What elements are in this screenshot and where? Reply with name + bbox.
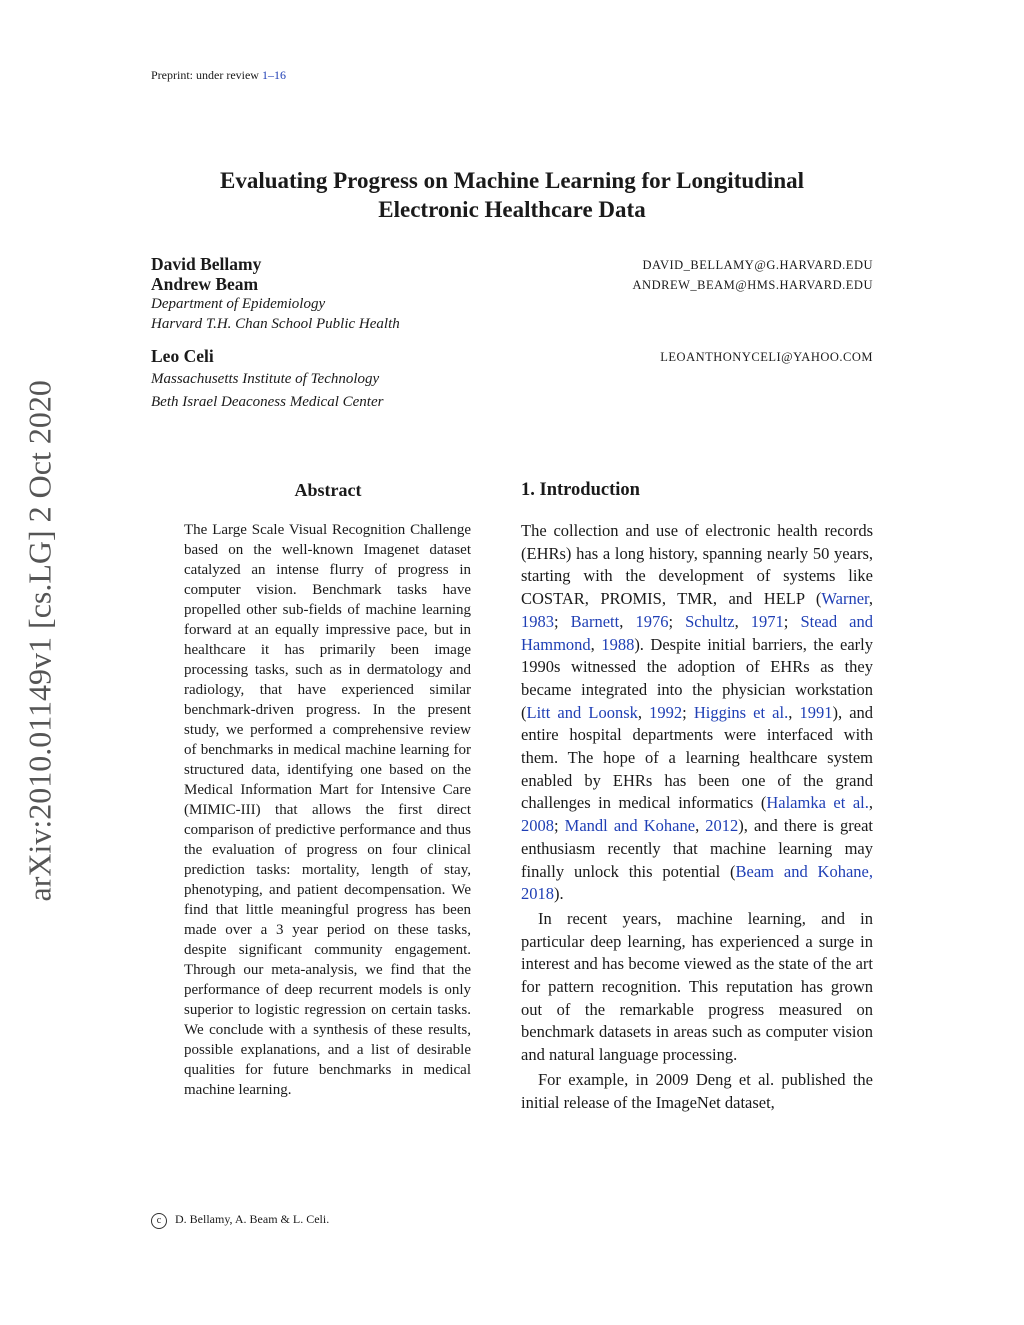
copyright-footer bbox=[151, 1212, 329, 1229]
intro-paragraph-3: For example, in 2009 Deng et al. published the initial release of the ImageNet dataset, bbox=[521, 1069, 873, 1112]
citation-link[interactable]: 1976 bbox=[635, 611, 669, 631]
citation-link[interactable]: 1983 bbox=[521, 611, 554, 631]
intro-paragraph-2: In recent years, machine learning, and in particular deep learning, has experienced a surge in interest and has become viewed as the state of the art for pattern recognition. This reputation has grown out of the remarkable progress measured on benchmark datasets in areas such as computer vision and natural language processing. bbox=[521, 908, 873, 1065]
citation-link[interactable]: 1992 bbox=[649, 702, 683, 722]
citation-link[interactable]: Mandl and Kohane bbox=[564, 816, 696, 836]
citation-link[interactable]: Stead and Hammond bbox=[521, 611, 874, 654]
affiliation-3: Massachusetts Institute of Technology bbox=[151, 371, 380, 387]
citation-link[interactable]: Halamka et al. bbox=[766, 793, 869, 813]
affiliation-1: Department of Epidemiology bbox=[151, 296, 326, 312]
header-text: Preprint: under review bbox=[151, 68, 259, 82]
citation-link[interactable]: Warner bbox=[821, 589, 869, 609]
header-pages-link[interactable]: 1–16 bbox=[261, 68, 286, 82]
introduction-heading: 1. Introduction bbox=[521, 480, 640, 500]
title-line-2: Electronic Healthcare Data bbox=[378, 197, 646, 222]
copyright-icon: c bbox=[151, 1213, 167, 1229]
citation-link[interactable]: Litt and Loonsk bbox=[526, 702, 638, 722]
arxiv-side-label: arXiv:2010.01149v1 [cs.LG] 2 Oct 2020 bbox=[21, 380, 58, 902]
citation-link[interactable]: 2008 bbox=[521, 816, 554, 836]
intro-paragraph-1: The collection and use of electronic health records (EHRs) has a long history, spanning nearly 50 years, starting with the development of systems like COSTAR, PROMIS, TMR, and HELP (Warner, 1983; Barnett, 1976; Schultz, 1971; Stead and Hammond, 1988). Despite initial barriers, the early 1990s witnessed the adoption of EHRs as they became integrated into the physician workstation (Litt and Loonsk, 1992; Higgins et al., 1991), and entire hospital departments were interfaced with them. The hope of a learning healthcare system enabled by EHRs has been one of the grand challenges in medical informatics (Halamka et al., 2008; Mandl and Kohane, 2012), and there is great enthusiasm recently that machine learning may finally unlock this potential (Beam and Kohane, 2018). bbox=[521, 521, 874, 904]
author-email-3: LEOANTHONYCELI@YAHOO.COM bbox=[660, 350, 873, 364]
citation-link[interactable]: Beam and Kohane, 2018 bbox=[521, 861, 873, 904]
author-name-3: Leo Celi bbox=[151, 346, 214, 366]
footer-text: D. Bellamy, A. Beam & L. Celi. bbox=[175, 1212, 330, 1226]
citation-link[interactable]: 1971 bbox=[750, 611, 784, 631]
citation-link[interactable]: Schultz bbox=[685, 611, 735, 631]
paper-title bbox=[140, 166, 884, 224]
citation-link[interactable]: 1988 bbox=[601, 634, 635, 654]
abstract-heading: Abstract bbox=[294, 480, 362, 500]
author-email-2: ANDREW_BEAM@HMS.HARVARD.EDU bbox=[632, 278, 873, 292]
affiliation-2: Harvard T.H. Chan School Public Health bbox=[151, 316, 400, 332]
introduction-body bbox=[521, 520, 873, 1114]
author-email-1: DAVID_BELLAMY@G.HARVARD.EDU bbox=[642, 258, 873, 272]
citation-link[interactable]: 2012 bbox=[705, 816, 739, 836]
running-header bbox=[151, 68, 286, 83]
author-name-1: David Bellamy bbox=[151, 254, 262, 274]
citation-link[interactable]: 1991 bbox=[799, 702, 833, 722]
citation-link[interactable]: Barnett bbox=[570, 611, 620, 631]
abstract-text: The Large Scale Visual Recognition Challenge based on the well-known Imagenet dataset catalyzed an intense flurry of progress in computer vision. Benchmark tasks have propelled other sub-fields of machine learning forward at an equally impressive pace, but in healthcare it has primarily been image processing tasks, such as in dermatology and radiology, that have experienced similar benchmark-driven progress. In the present study, we performed a comprehensive review of benchmarks in medical machine learning for structured data, identifying one based on the Medical Information Mart for Intensive Care (MIMIC-III) that allows the first direct comparison of predictive performance and thus the evaluation of progress on four clinical prediction tasks: mortality, length of stay, phenotyping, and patient decompensation. We find that little meaningful progress has been made over a 3 year period on these tasks, despite significant community engagement. Through our meta-analysis, we find that the performance of deep recurrent models is only superior to logistic regression on certain tasks. We conclude with a synthesis of these results, possible explanations, and a list of desirable qualities for future benchmarks in medical machine learning. bbox=[184, 522, 471, 1098]
title-line-1: Evaluating Progress on Machine Learning for Longitudinal bbox=[219, 168, 805, 193]
citation-link[interactable]: Higgins et al. bbox=[693, 702, 789, 722]
author-name-2: Andrew Beam bbox=[151, 274, 259, 294]
affiliation-4: Beth Israel Deaconess Medical Center bbox=[151, 394, 384, 410]
